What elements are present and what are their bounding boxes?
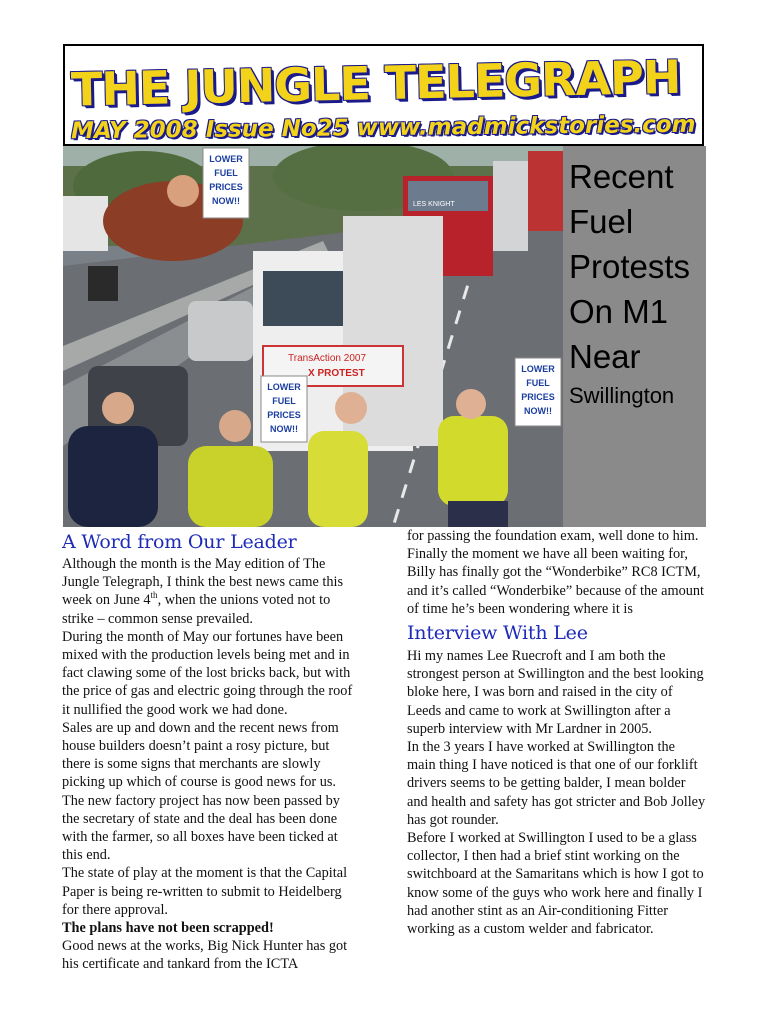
headline-location: Swillington: [569, 383, 675, 408]
leader-paragraph-7: Good news at the works, Big Nick Hunter has got his certificate and tankard from the ICTA: [62, 938, 348, 973]
sign-b-line-2: FUEL: [272, 396, 296, 406]
leader-plans-notice: The plans have not been scrapped!: [62, 920, 274, 937]
sign-b-line-3: PRICES: [267, 410, 301, 420]
sign-c-line-3: PRICES: [521, 392, 555, 402]
sign-b-line-1: LOWER: [267, 382, 301, 392]
leader-paragraph-4: The new factory project has now been passed by the secretary of state and the deal has been done with the farmer, so all boxes have been ticked at this end.: [62, 792, 340, 864]
headline-line-2: Fuel: [569, 203, 634, 240]
leader-paragraph-1: [62, 555, 358, 628]
right-paragraph-2: Finally the moment we have all been waiting for, Billy has finally got the “Wonderbike” RC8 ICTM, and it’s called “Wonderbike” because of the amount of time he’s been wondering where it is: [407, 546, 704, 617]
right-column: [407, 527, 707, 938]
headline-line-4: On M1: [569, 293, 669, 330]
interview-paragraph-2: In the 3 years I have worked at Swillington the main thing I have noticed is that one of our forklift drivers seems to be getting balder, I mean bolder and health and safety has got stricter and Bob Jolley has got rounder.: [407, 739, 706, 828]
sign-c-line-1: LOWER: [521, 364, 555, 374]
sign-b-line-4: NOW!!: [270, 424, 298, 434]
leader-p1-text-a: Although the month is the May edition of The Jungle Telegraph, I think the best news came this week on June 4: [62, 556, 344, 609]
headline-line-5: Near: [569, 338, 641, 375]
truck-brand: LES KNIGHT: [413, 201, 455, 208]
leader-paragraph-3: Sales are up and down and the recent news from house builders doesn’t paint a rosy picture, but there is some signs that merchants are slowly picking up which of course is good news for us.: [62, 719, 339, 791]
interview-paragraph-1: Hi my names Lee Ruecroft and I am both the strongest person at Swillington and the best looking bloke here, I was born and raised in the city of Leeds and came to work at Swillington after a superb interview with Mr Lardner in 2005.: [407, 648, 704, 737]
right-paragraph-1: for passing the foundation exam, well done to him.: [407, 528, 699, 544]
sign-a-line-1: LOWER: [209, 154, 243, 164]
headline-line-3: Protests: [569, 248, 691, 285]
leader-p1-text-b: , when the unions voted not to strike – common sense prevailed.: [62, 592, 331, 627]
newsletter-title: THE JUNGLE TELEGRAPH: [70, 49, 681, 117]
issue-line: MAY 2008 Issue No25 www.madmickstories.com: [70, 111, 696, 145]
leader-paragraph-5: The state of play at the moment is that the Capital Paper is being re-written to submit to Heidelberg for there approval.: [62, 865, 348, 918]
interview-paragraph-3: Before I worked at Swillington I used to be a glass collector, I then had a brief stint working on the switchboard at the Samaritans which is how I got to know some of the guys who work here and finally I had another stint as an Air-conditioning Fitter working as a custom welder and fabricator.: [407, 830, 704, 938]
leader-paragraph-2: During the month of May our fortunes have been mixed with the production levels being met and in fact clawing some of the lost bricks back, but with the price of gas and electric going through the roof it nullified the good work we had done.: [62, 628, 353, 718]
banner-line-1: TransAction 2007: [288, 353, 367, 364]
masthead: [63, 44, 704, 146]
interview-heading: Interview With Lee: [407, 622, 588, 645]
left-column: [62, 527, 358, 974]
leader-heading: A Word from Our Leader: [62, 531, 297, 553]
sign-a-line-4: NOW!!: [212, 196, 240, 206]
sign-c-line-4: NOW!!: [524, 406, 552, 416]
protest-photo: [63, 146, 563, 527]
sign-a-line-3: PRICES: [209, 182, 243, 192]
photo-icon: [63, 146, 563, 527]
headline-panel: [563, 146, 706, 527]
leader-p1-superscript: th: [150, 590, 158, 601]
headline-line-1: Recent: [569, 158, 674, 195]
sign-c-line-2: FUEL: [526, 378, 550, 388]
banner-line-2: X PROTEST: [308, 368, 365, 379]
sign-a-line-2: FUEL: [214, 168, 238, 178]
